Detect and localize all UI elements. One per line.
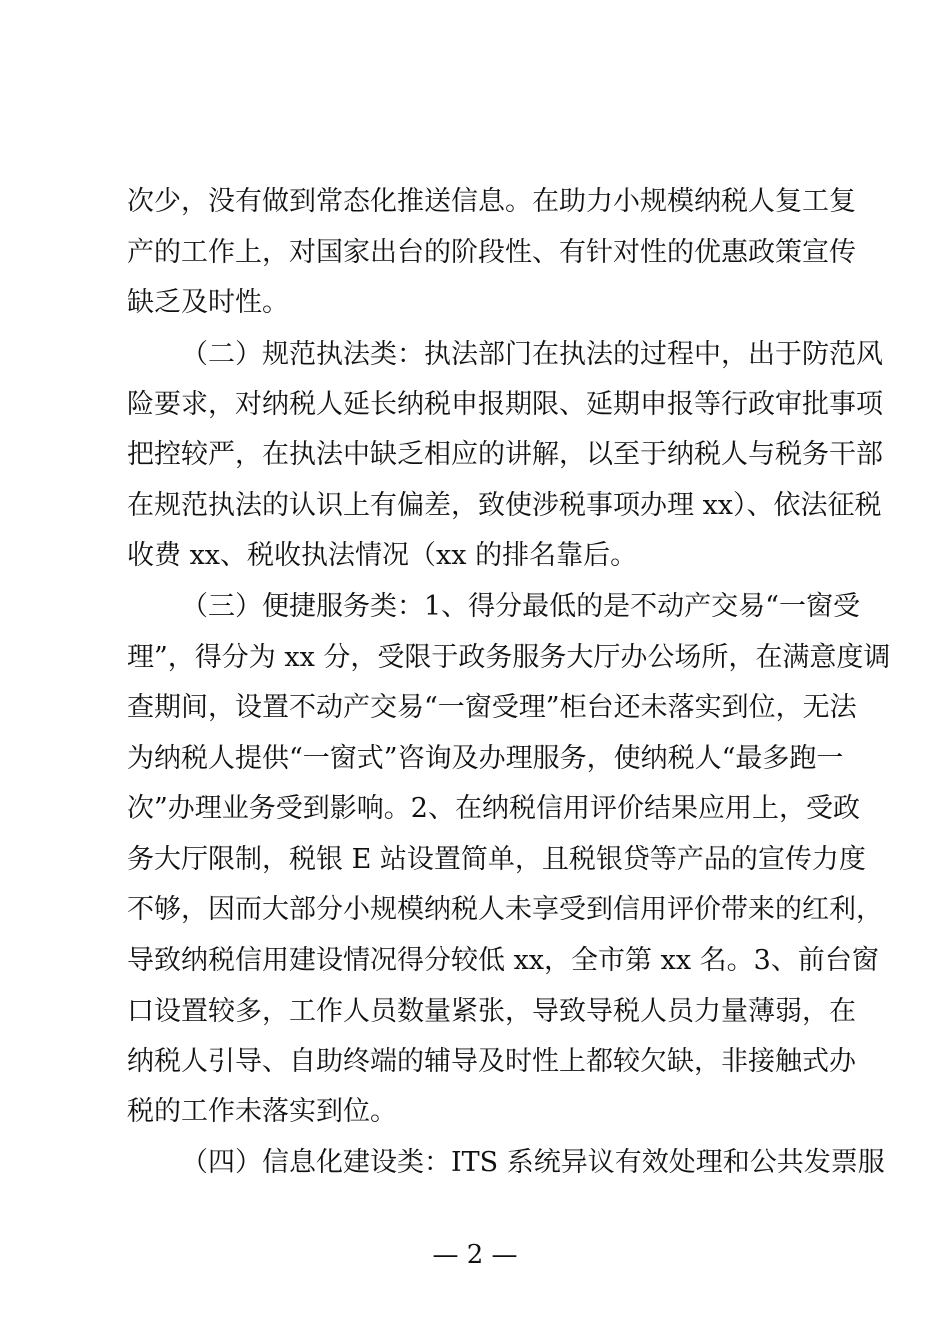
text-line: 税的工作未落实到位。 — [127, 1096, 397, 1127]
text-line: 不够，因而大部分小规模纳税人未享受到信用评价带来的红利， — [127, 894, 883, 925]
paragraph-heading-line: （三）便捷服务类：1、得分最低的是不动产交易“一窗受 — [181, 591, 860, 622]
paragraph-heading-line: （四）信息化建设类：ITS 系统异议有效处理和公共发票服 — [181, 1147, 885, 1178]
paragraph-heading-line: （二）规范执法类：执法部门在执法的过程中，出于防范风 — [181, 339, 883, 370]
text-line: 产的工作上，对国家出台的阶段性、有针对性的优惠政策宣传 — [127, 237, 856, 268]
text-line: 查期间，设置不动产交易“一窗受理”柜台还未落实到位，无法 — [127, 692, 857, 723]
text-line: 在规范执法的认识上有偏差，致使涉税事项办理 xx）、依法征税 — [127, 490, 882, 521]
text-line: 导致纳税信用建设情况得分较低 xx，全市第 xx 名。3、前台窗 — [127, 945, 879, 976]
text-line: 收费 xx、税收执法情况（xx 的排名靠后。 — [127, 540, 638, 571]
text-line: 口设置较多，工作人员数量紧张，导致导税人员力量薄弱，在 — [127, 996, 856, 1027]
text-line: 缺乏及时性。 — [127, 287, 289, 318]
text-line: 次”办理业务受到影响。2、在纳税信用评价结果应用上，受政 — [127, 793, 860, 824]
page-number: — 2 — — [432, 1240, 518, 1270]
text-line: 理”，得分为 xx 分，受限于政务服务大厅办公场所，在满意度调 — [127, 642, 891, 673]
text-line: 险要求，对纳税人延长纳税申报期限、延期申报等行政审批事项 — [127, 389, 883, 420]
text-line: 次少，没有做到常态化推送信息。在助力小规模纳税人复工复 — [127, 186, 856, 217]
text-line: 为纳税人提供“一窗式”咨询及办理服务，使纳税人“最多跑一 — [127, 743, 844, 774]
text-line: 务大厅限制，税银 E 站设置简单，且税银贷等产品的宣传力度 — [127, 844, 866, 875]
text-line: 纳税人引导、自助终端的辅导及时性上都较欠缺，非接触式办 — [127, 1046, 856, 1077]
text-line: 把控较严，在执法中缺乏相应的讲解，以至于纳税人与税务干部 — [127, 439, 883, 470]
